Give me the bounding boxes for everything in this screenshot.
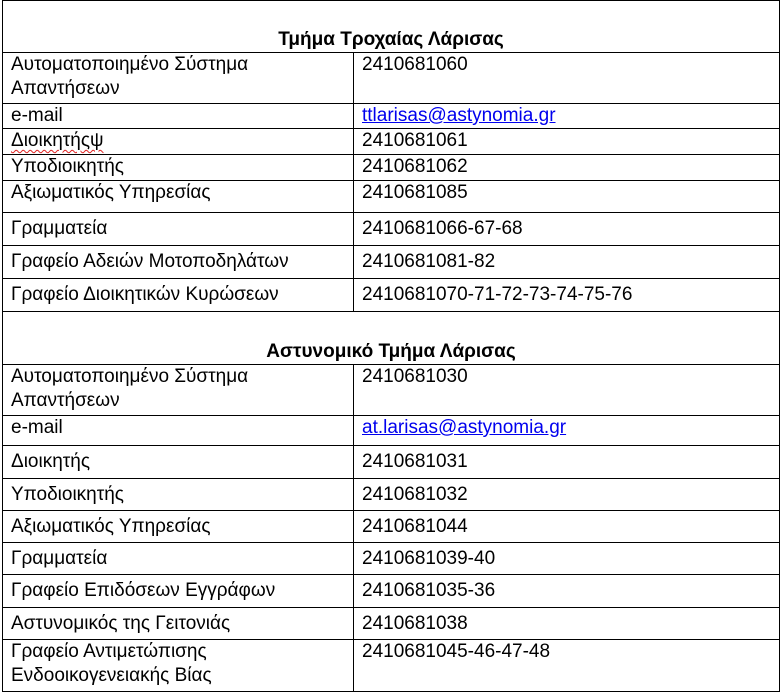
section-header-row: [3, 312, 780, 365]
row-value: 2410681070-71-72-73-74-75-76: [354, 279, 780, 312]
table-row: [3, 416, 780, 446]
row-label: Αυτοματοποιημένο Σύστημα Απαντήσεων: [3, 365, 354, 416]
table-row: [3, 246, 780, 279]
row-value: 2410681061: [354, 129, 780, 155]
row-label: Διοικητήςψ: [11, 130, 104, 151]
table-row: [3, 181, 780, 213]
row-label: Γραμματεία: [3, 213, 354, 246]
row-value: 2410681032: [354, 479, 780, 511]
email-link[interactable]: ttlarisas@astynomia.gr: [362, 105, 556, 126]
row-value: 2410681066-67-68: [354, 213, 780, 246]
row-label: e-mail: [3, 416, 354, 446]
table-row: [3, 104, 780, 129]
row-value: 2410681039-40: [354, 543, 780, 575]
table-row: [3, 279, 780, 312]
row-label: Γραφείο Διοικητικών Κυρώσεων: [3, 279, 354, 312]
row-label: Αυτοματοποιημένο Σύστημα Απαντήσεων: [3, 53, 354, 104]
row-label: Γραφείο Αδειών Μοτοποδηλάτων: [3, 246, 354, 279]
row-label: Γραφείο Αντιμετώπισης Ενδοοικογενειακής Βίας: [3, 640, 354, 692]
section-title: Αστυνομικό Τμήμα Λάρισας: [3, 312, 780, 365]
row-label: Γραφείο Επιδόσεων Εγγράφων: [3, 575, 354, 608]
table-row: [3, 543, 780, 575]
table-row: [3, 53, 780, 104]
email-link[interactable]: at.larisas@astynomia.gr: [362, 417, 567, 438]
table-row: [3, 213, 780, 246]
row-value: 2410681062: [354, 155, 780, 181]
row-value: 2410681030: [354, 365, 780, 416]
email-cell: [354, 104, 780, 129]
row-value: 2410681031: [354, 446, 780, 479]
table-row: [3, 511, 780, 543]
row-value: 2410681045-46-47-48: [354, 640, 780, 692]
row-value: 2410681060: [354, 53, 780, 104]
email-cell: [354, 416, 780, 446]
row-value: 2410681044: [354, 511, 780, 543]
table-row: [3, 479, 780, 511]
row-label: Υποδιοικητής: [3, 155, 354, 181]
contacts-table: [2, 0, 780, 692]
row-label: Υποδιοικητής: [3, 479, 354, 511]
row-label: Γραμματεία: [3, 543, 354, 575]
table-row: [3, 129, 780, 155]
section-title: Τμήμα Τροχαίας Λάρισας: [3, 1, 780, 53]
row-value: 2410681081-82: [354, 246, 780, 279]
table-row: [3, 155, 780, 181]
table-row: [3, 446, 780, 479]
table-row: [3, 575, 780, 608]
row-label: Διοικητής: [3, 446, 354, 479]
row-label: Αξιωματικός Υπηρεσίας: [3, 511, 354, 543]
section-header-row: [3, 1, 780, 53]
row-value: 2410681085: [354, 181, 780, 213]
row-value: 2410681038: [354, 608, 780, 640]
row-value: 2410681035-36: [354, 575, 780, 608]
table-row: [3, 365, 780, 416]
row-label-cell: [3, 129, 354, 155]
table-row: [3, 608, 780, 640]
row-label: Αστυνομικός της Γειτονιάς: [3, 608, 354, 640]
row-label: e-mail: [3, 104, 354, 129]
row-label: Αξιωματικός Υπηρεσίας: [3, 181, 354, 213]
table-row: [3, 640, 780, 692]
